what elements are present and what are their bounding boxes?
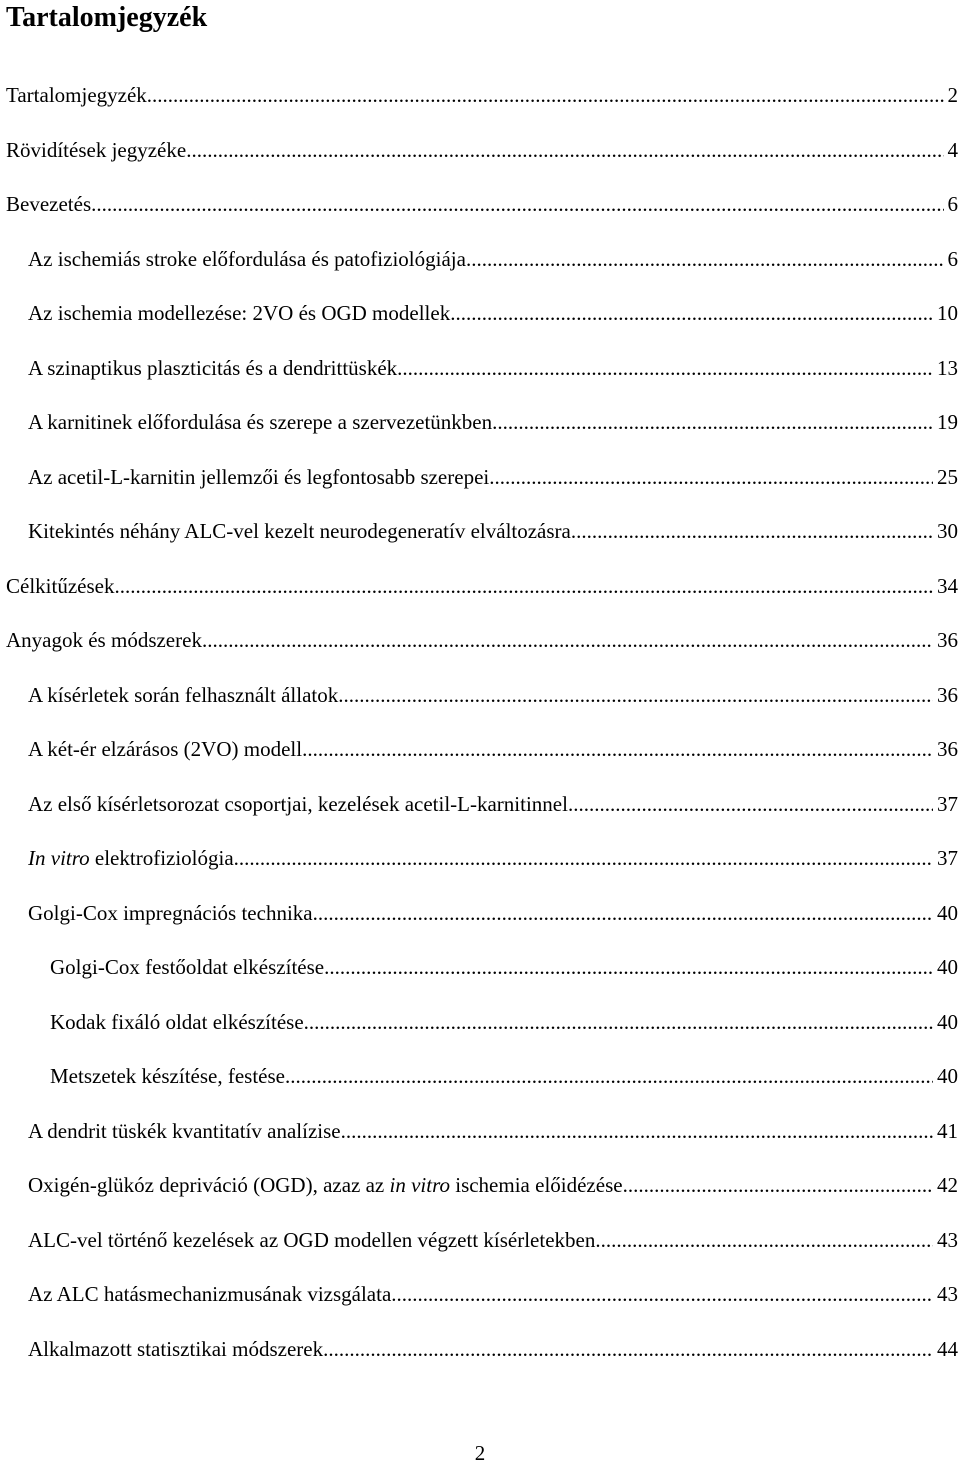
toc-entry-title (28, 462, 489, 492)
toc-page-number: 44 (937, 1337, 958, 1361)
toc-entry[interactable] (28, 1334, 958, 1364)
toc-entry-title (28, 1116, 341, 1146)
toc-dot-leader (91, 189, 943, 219)
toc-entry-title-italic: In vitro (28, 846, 90, 870)
toc-entry-title (28, 843, 234, 873)
toc-dot-leader (323, 1334, 933, 1364)
toc-page-number: 19 (937, 410, 958, 434)
toc-page-number: 40 (937, 1064, 958, 1088)
toc-page-number: 4 (947, 138, 958, 162)
toc-page-number: 37 (937, 846, 958, 870)
toc-entry[interactable] (6, 189, 958, 219)
toc-page-number: 40 (937, 901, 958, 925)
toc-entry-title-text: Az első kísérletsorozat csoportjai, kezelések acetil-L-karnitinnel (28, 792, 568, 816)
toc-dot-leader (234, 843, 933, 873)
toc-page-number: 25 (937, 465, 958, 489)
toc-entry[interactable] (28, 298, 958, 328)
toc-entry-title (28, 298, 450, 328)
toc-entry-title-text: A szinaptikus plaszticitás és a dendrittüskék (28, 356, 398, 380)
toc-entry-title-text: Bevezetés (6, 192, 92, 216)
toc-page-number: 40 (937, 1010, 958, 1034)
toc-entry-title (50, 952, 324, 982)
toc-page-number: 36 (937, 737, 958, 761)
toc-entry-title (28, 734, 302, 764)
toc-dot-leader (285, 1061, 933, 1091)
toc-entry[interactable] (28, 516, 958, 546)
toc-dot-leader (338, 680, 933, 710)
toc-entry-title-text: Metszetek készítése, festése (50, 1064, 285, 1088)
toc-page-number: 10 (937, 301, 958, 325)
toc-entry-title-text: Az ALC hatásmechanizmusának vizsgálata (28, 1282, 392, 1306)
toc-dot-leader (623, 1170, 933, 1200)
toc-dot-leader (489, 462, 933, 492)
toc-entry-title-text: ALC-vel történő kezelések az OGD modellen végzett kísérletekben (28, 1228, 596, 1252)
toc-entry-title-text: Rövidítések jegyzéke (6, 138, 187, 162)
toc-entry[interactable] (28, 898, 958, 928)
toc-page-number: 42 (937, 1173, 958, 1197)
toc-entry[interactable] (28, 789, 958, 819)
toc-entry[interactable] (28, 407, 958, 437)
toc-page-number: 37 (937, 792, 958, 816)
toc-page-number: 36 (937, 683, 958, 707)
toc-dot-leader (324, 952, 933, 982)
toc-entry-title-text: A karnitinek előfordulása és szerepe a szervezetünkben (28, 410, 493, 434)
toc-dot-leader (202, 625, 933, 655)
toc-entry-title-text: elektrofiziológia (89, 846, 234, 870)
toc-entry-title (28, 1334, 323, 1364)
toc-entry-title-text: Golgi-Cox impregnációs technika (28, 901, 313, 925)
toc-page-number: 36 (937, 628, 958, 652)
toc-dot-leader (341, 1116, 933, 1146)
toc-dot-leader (114, 571, 933, 601)
toc-entry-title-text: Anyagok és módszerek (6, 628, 202, 652)
toc-dot-leader (492, 407, 933, 437)
toc-page-number: 34 (937, 574, 958, 598)
toc-entry[interactable] (28, 462, 958, 492)
toc-entry-title (28, 407, 492, 437)
toc-entry-title (50, 1061, 285, 1091)
toc-page-number: 40 (937, 955, 958, 979)
toc-page-number: 2 (947, 83, 958, 107)
toc-entry-title-text: Alkalmazott statisztikai módszerek (28, 1337, 324, 1361)
toc-entry-title-text: Az acetil-L-karnitin jellemzői és legfontosabb szerepei (28, 465, 490, 489)
toc-entry-title (28, 789, 568, 819)
toc-entry[interactable] (50, 1061, 958, 1091)
toc-dot-leader (391, 1279, 933, 1309)
toc-dot-leader (313, 898, 933, 928)
toc-page-number: 43 (937, 1282, 958, 1306)
toc-dot-leader (568, 789, 933, 819)
toc-page-number: 30 (937, 519, 958, 543)
toc-entry-title (6, 135, 186, 165)
toc-entry[interactable] (6, 135, 958, 165)
toc-entry[interactable] (6, 571, 958, 601)
toc-entry[interactable] (6, 80, 958, 110)
toc-entry-title-text: Tartalomjegyzék (6, 83, 147, 107)
toc-entry[interactable] (28, 680, 958, 710)
toc-entry-title (28, 353, 397, 383)
toc-dot-leader (186, 135, 943, 165)
toc-entry[interactable] (28, 244, 958, 274)
toc-entry-title-text: Célkitűzések (6, 574, 115, 598)
toc-entry[interactable] (28, 353, 958, 383)
toc-entry[interactable] (28, 843, 958, 873)
toc-entry-title (6, 625, 202, 655)
toc-page-number: 6 (947, 247, 958, 271)
toc-entry-title-text: Az ischemiás stroke előfordulása és patofiziológiája (28, 247, 466, 271)
page-title: Tartalomjegyzék (6, 2, 208, 33)
toc-dot-leader (450, 298, 933, 328)
toc-entry[interactable] (28, 1170, 958, 1200)
toc-entry-title-text: Oxigén-glükóz depriváció (OGD), azaz az (28, 1173, 390, 1197)
toc-entry-title-text: Kitekintés néhány ALC-vel kezelt neurodegeneratív elváltozásra (28, 519, 571, 543)
toc-entry-title (6, 571, 114, 601)
toc-entry[interactable] (28, 1279, 958, 1309)
toc-dot-leader (595, 1225, 933, 1255)
toc-entry[interactable] (50, 1007, 958, 1037)
toc-entry-title (6, 80, 147, 110)
toc-entry-title (28, 680, 338, 710)
toc-dot-leader (466, 244, 944, 274)
toc-page-number: 41 (937, 1119, 958, 1143)
toc-dot-leader (302, 734, 933, 764)
toc-page-number: 13 (937, 356, 958, 380)
toc-entry-title-italic: in vitro (389, 1173, 450, 1197)
toc-entry[interactable] (50, 952, 958, 982)
toc-entry-title-text: Az ischemia modellezése: 2VO és OGD modellek (28, 301, 451, 325)
toc-page-number: 43 (937, 1228, 958, 1252)
toc-entry-title (28, 1279, 391, 1309)
toc-entry[interactable] (6, 625, 958, 655)
toc-dot-leader (304, 1007, 933, 1037)
toc-entry-title-text: A két-ér elzárásos (2VO) modell (28, 737, 303, 761)
toc-page-number: 6 (947, 192, 958, 216)
toc-entry-title (50, 1007, 304, 1037)
toc-entry-title-text: Golgi-Cox festőoldat elkészítése (50, 955, 325, 979)
toc-entry[interactable] (28, 1225, 958, 1255)
toc-entry-title (28, 244, 466, 274)
toc-entry-title-text: A dendrit tüskék kvantitatív analízise (28, 1119, 341, 1143)
toc-entry-title (28, 1225, 595, 1255)
toc-entry[interactable] (28, 734, 958, 764)
toc-entry-title-text: A kísérletek során felhasznált állatok (28, 683, 339, 707)
toc-dot-leader (571, 516, 933, 546)
toc-dot-leader (397, 353, 933, 383)
toc-entry-title (6, 189, 91, 219)
toc-entry-title (28, 516, 571, 546)
toc-entry[interactable] (28, 1116, 958, 1146)
page-number: 2 (474, 1441, 486, 1465)
toc-entry-title (28, 898, 313, 928)
toc-entry-title-text: ischemia előidézése (449, 1173, 623, 1197)
toc-entry-title (28, 1170, 623, 1200)
toc-entry-title-text: Kodak fixáló oldat elkészítése (50, 1010, 304, 1034)
toc-dot-leader (147, 80, 944, 110)
